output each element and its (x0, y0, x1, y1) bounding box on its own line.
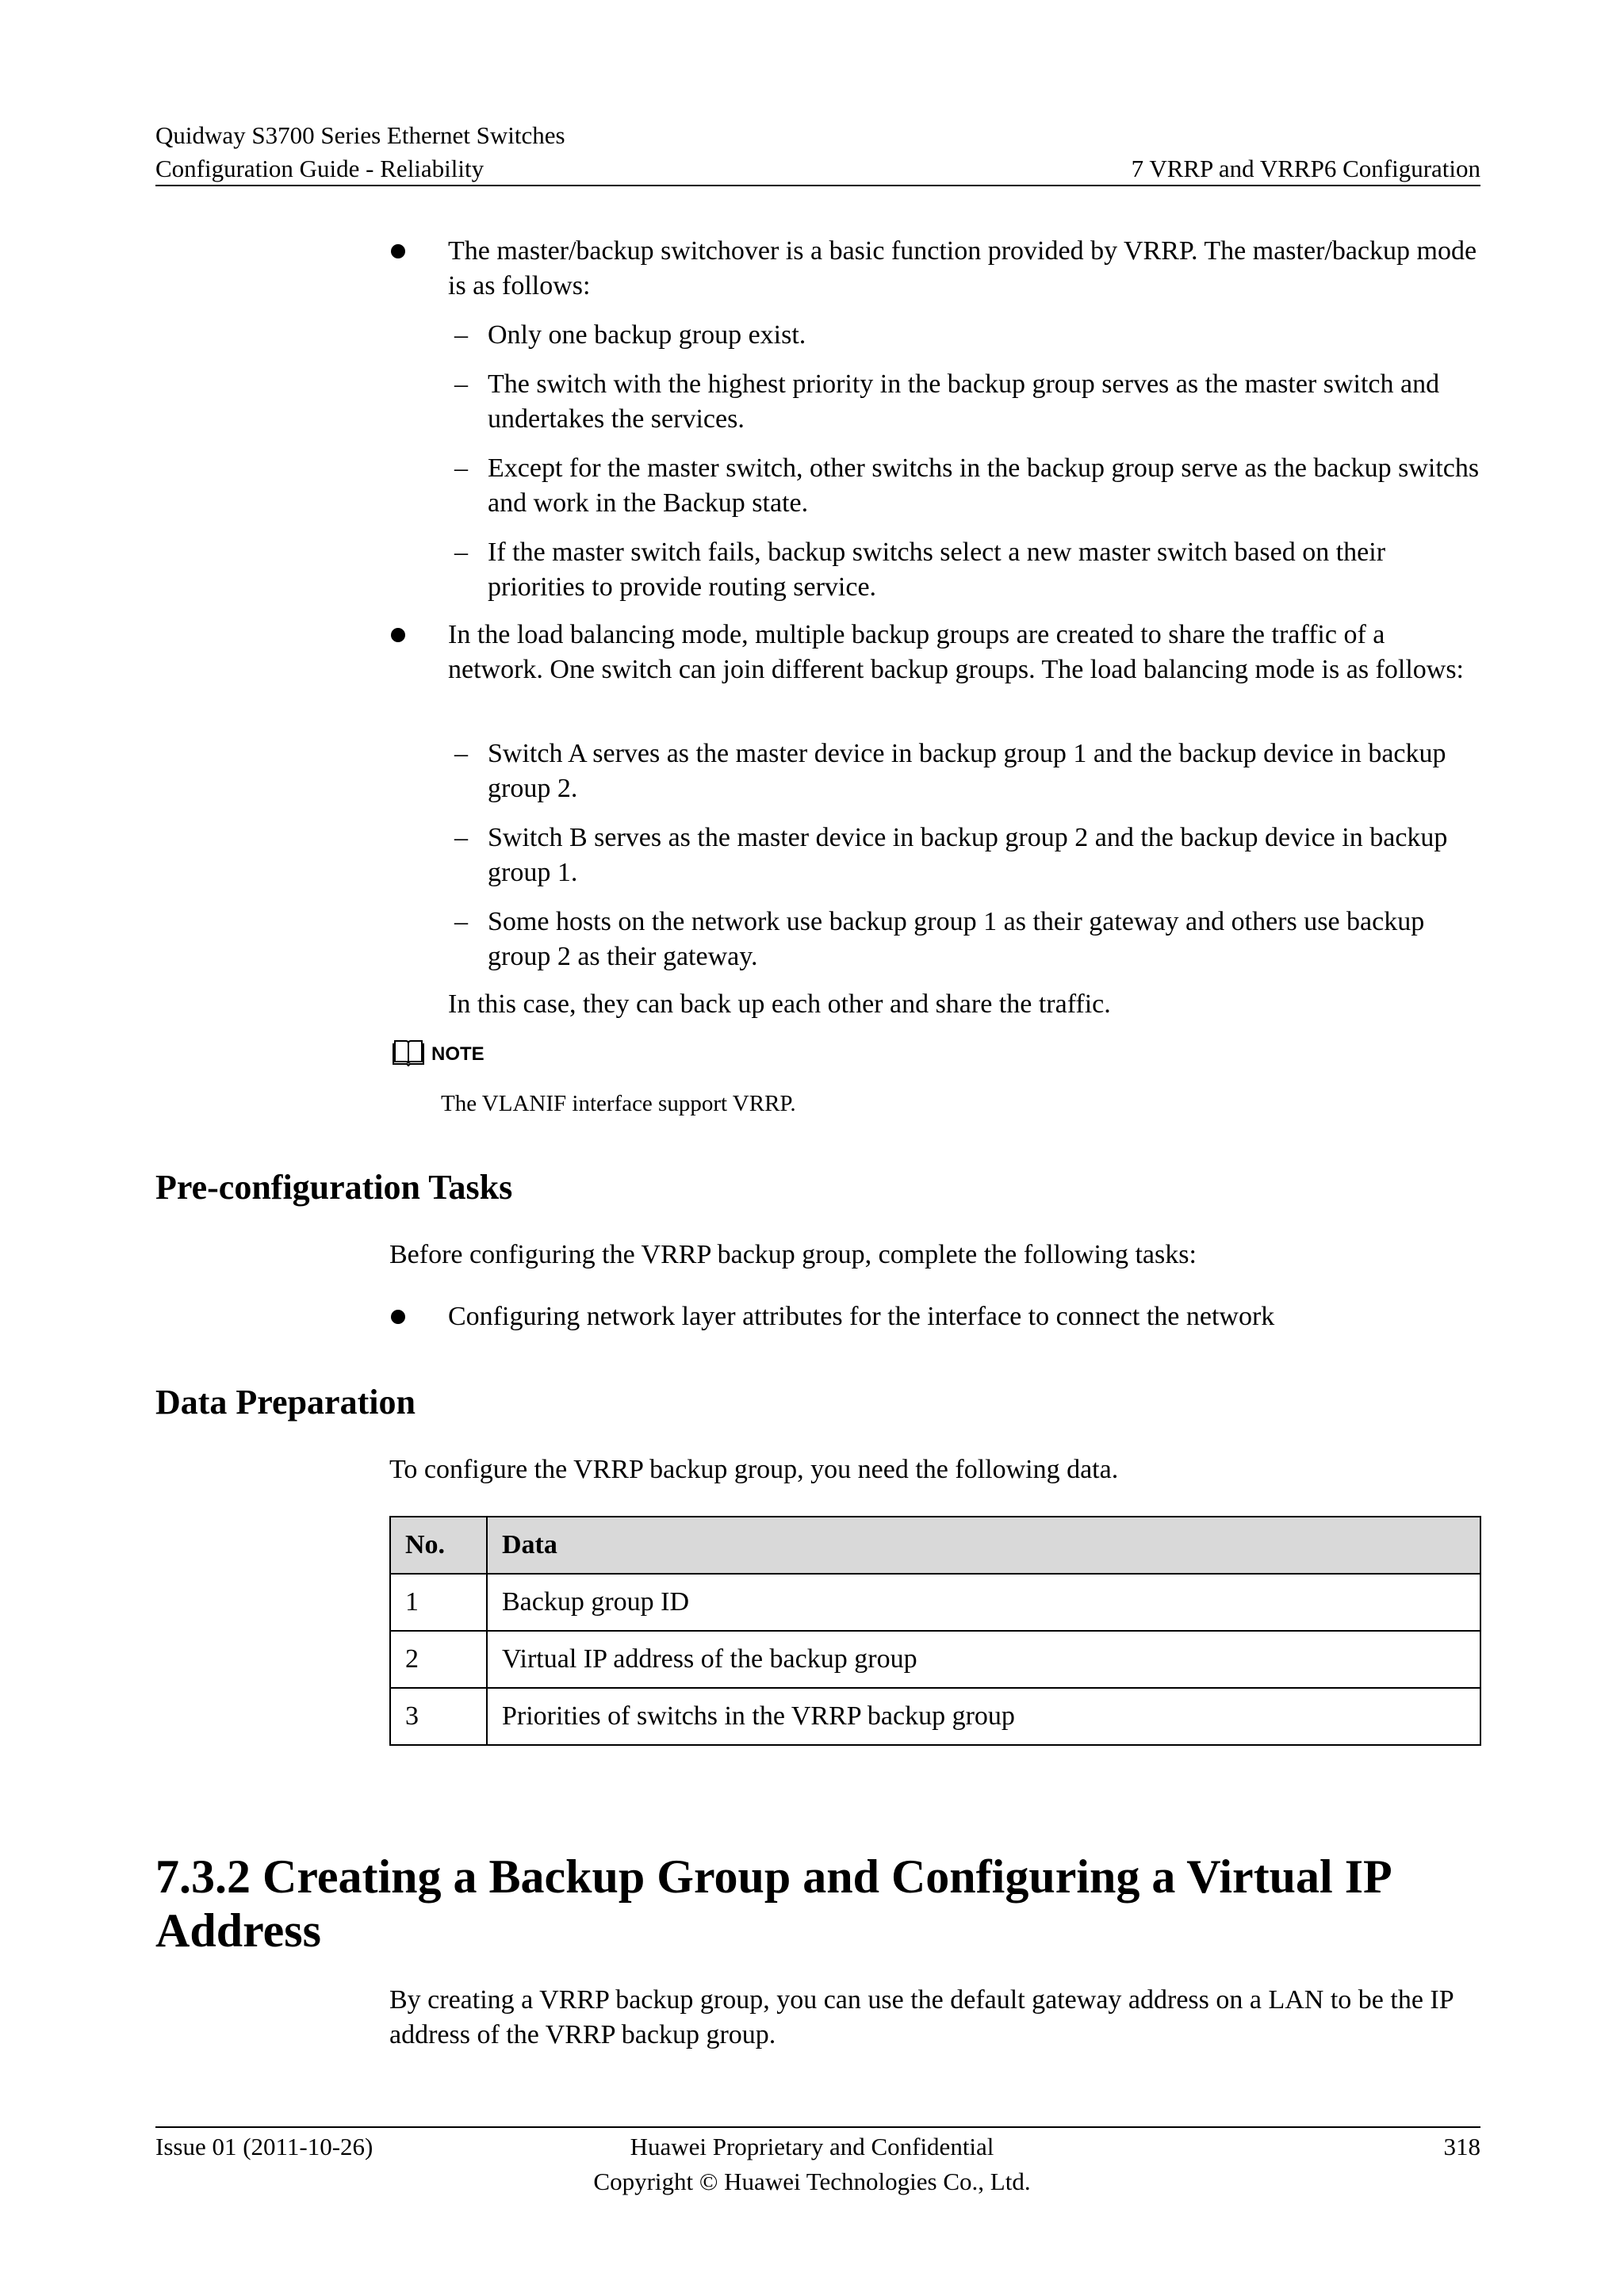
table-cell: 3 (390, 1688, 487, 1745)
note-text: The VLANIF interface support VRRP. (441, 1091, 796, 1116)
book-icon (391, 1039, 426, 1071)
header-guide: Configuration Guide - Reliability (155, 155, 485, 182)
table-header-row (390, 1517, 1480, 1574)
dash-marker: – (454, 739, 468, 768)
note-label: NOTE (431, 1043, 485, 1065)
sub-item: The switch with the highest priority in the backup group serves as the master switch and undertakes the services. (488, 369, 1440, 434)
sub-item: Switch A serves as the master device in backup group 1 and the backup device in backup group 2. (488, 739, 1446, 803)
header-chapter: 7 VRRP and VRRP6 Configuration (1131, 155, 1480, 182)
preconfig-item: Configuring network layer attributes for the interface to connect the network (448, 1302, 1275, 1331)
table-cell: Backup group ID (487, 1574, 1480, 1631)
footer-copyright: Copyright © Huawei Technologies Co., Ltd. (593, 2168, 1031, 2195)
dash-marker: – (454, 453, 468, 483)
sub-item: Some hosts on the network use backup group 1 as their gateway and others use backup group 2 as their gateway. (488, 907, 1425, 971)
table-header-cell: No. (390, 1517, 487, 1574)
table-row (390, 1631, 1480, 1688)
dash-marker: – (454, 907, 468, 936)
bullet-followup: In this case, they can back up each other and share the traffic. (448, 989, 1111, 1019)
bullet-dot (391, 1310, 405, 1324)
sub-item: Only one backup group exist. (488, 320, 806, 350)
sub-item: Switch B serves as the master device in backup group 2 and the backup device in backup group 1. (488, 823, 1448, 887)
dash-marker: – (454, 538, 468, 567)
bullet-dot (391, 628, 405, 642)
table-cell: Virtual IP address of the backup group (487, 1631, 1480, 1688)
bullet-text: The master/backup switchover is a basic function provided by VRRP. The master/backup mode is as follows: (448, 236, 1477, 300)
table-row (390, 1574, 1480, 1631)
table-row (390, 1688, 1480, 1745)
sub-item: If the master switch fails, backup switchs select a new master switch based on their priorities to provide routing service. (488, 538, 1386, 602)
dash-marker: – (454, 823, 468, 852)
section-title-line2: Address (155, 1904, 321, 1957)
sub-item: Except for the master switch, other switchs in the backup group serve as the backup switchs and work in the Backup state. (488, 453, 1480, 518)
section-heading-preconfig: Pre-configuration Tasks (155, 1168, 513, 1207)
table-cell: 1 (390, 1574, 487, 1631)
header-product: Quidway S3700 Series Ethernet Switches (155, 121, 565, 149)
preconfig-intro: Before configuring the VRRP backup group, complete the following tasks: (389, 1240, 1197, 1269)
table-header-cell: Data (487, 1517, 1480, 1574)
footer-issue: Issue 01 (2011-10-26) (155, 2133, 373, 2160)
bullet-text: In the load balancing mode, multiple backup groups are created to share the traffic of a network. One switch can join different backup groups. The load balancing mode is as follows: (448, 620, 1464, 684)
footer-rule (155, 2126, 1480, 2128)
page-number: 318 (1443, 2133, 1480, 2160)
table-cell: 2 (390, 1631, 487, 1688)
dataprep-intro: To configure the VRRP backup group, you need the following data. (389, 1455, 1119, 1484)
dash-marker: – (454, 320, 468, 350)
section-paragraph: By creating a VRRP backup group, you can use the default gateway address on a LAN to be the IP address of the VRRP backup group. (389, 1985, 1454, 2049)
section-heading-dataprep: Data Preparation (155, 1383, 416, 1422)
header-rule (155, 185, 1480, 186)
footer-confidential: Huawei Proprietary and Confidential (630, 2133, 994, 2160)
bullet-dot (391, 244, 405, 258)
table-cell: Priorities of switchs in the VRRP backup group (487, 1688, 1480, 1745)
section-title-line1: 7.3.2 Creating a Backup Group and Configuring a Virtual IP (155, 1850, 1392, 1903)
data-table (389, 1516, 1481, 1746)
dash-marker: – (454, 369, 468, 399)
